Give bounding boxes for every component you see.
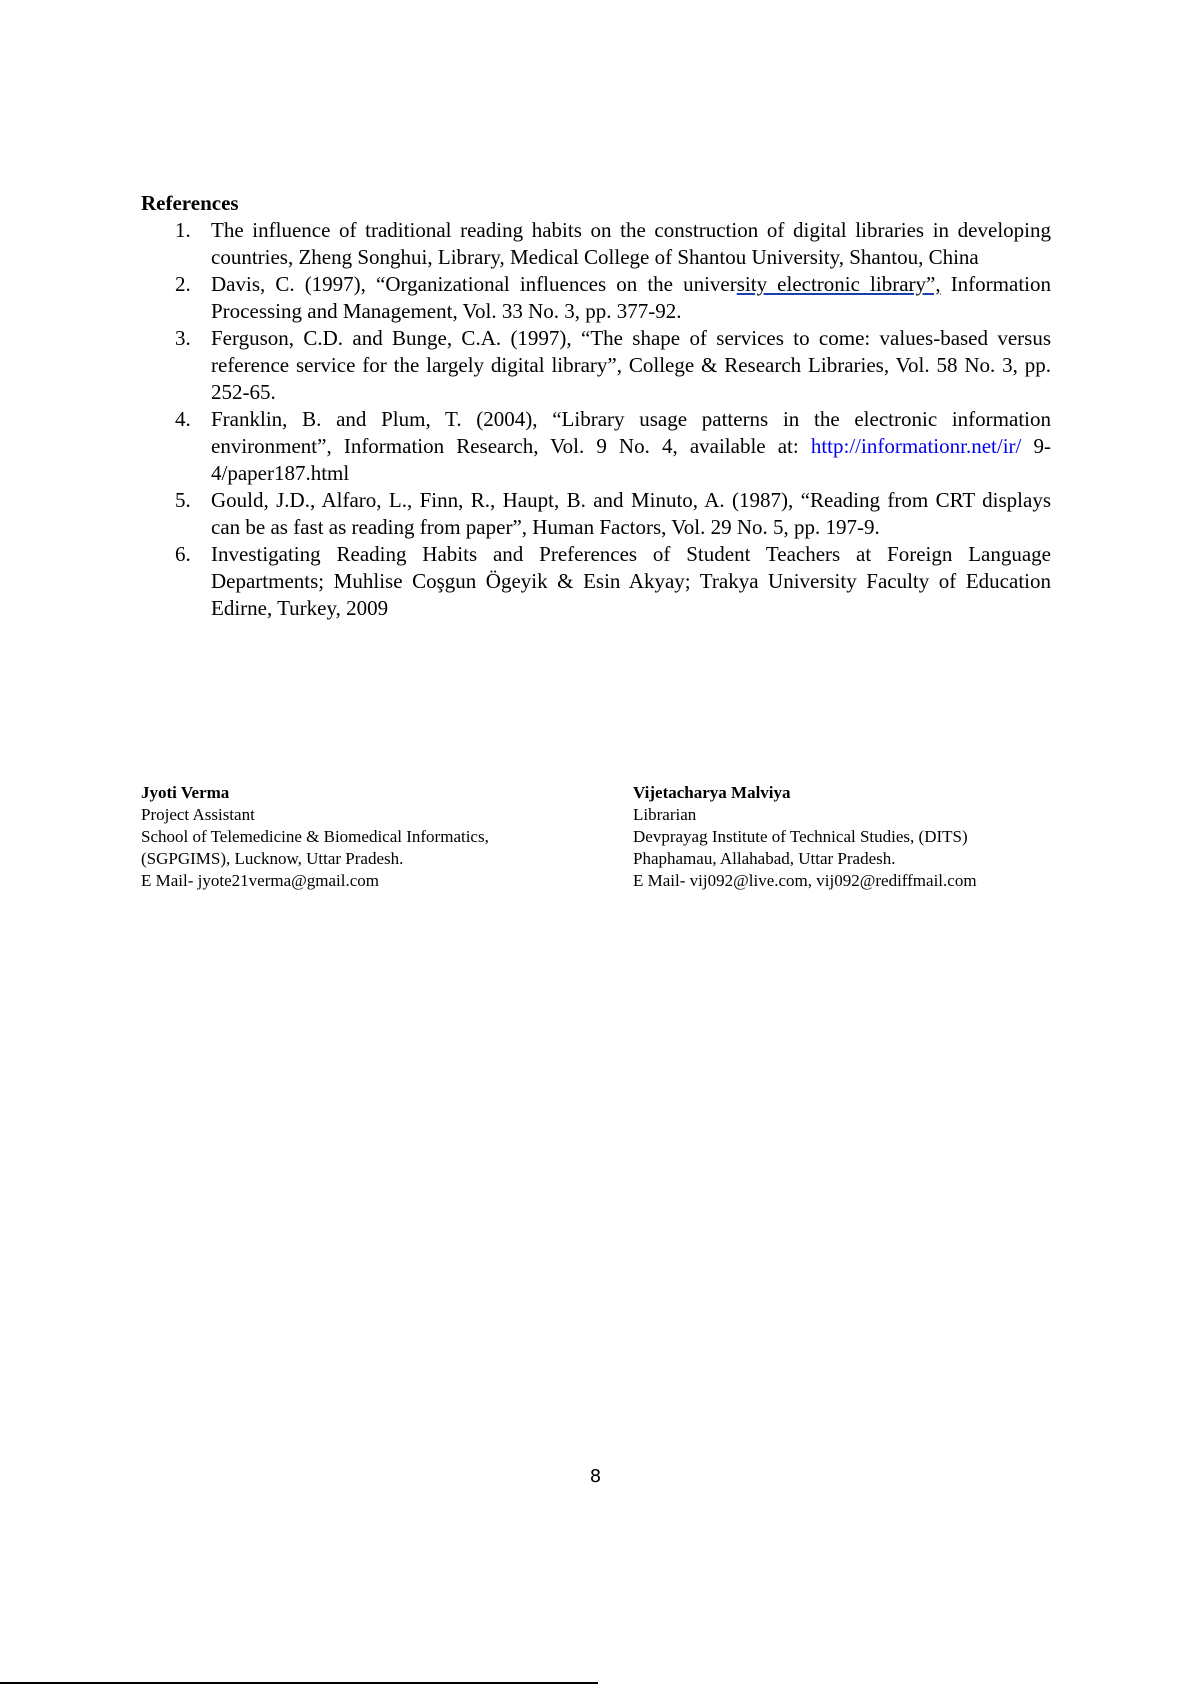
reference-text-continued: 9-4/paper187.html	[211, 434, 1051, 485]
references-heading: References	[141, 191, 239, 215]
reference-text: Ferguson, C.D. and Bunge, C.A. (1997), “The shape of services to come: values-based versus reference service for the largely digital library”, College & Research Libraries, Vol. 58 No. 3, pp. 252-65.	[211, 326, 1051, 404]
footer-divider	[0, 1682, 598, 1684]
author-title: Project Assistant	[141, 805, 255, 824]
reference-number: 6.	[175, 542, 191, 566]
page-number: 8	[589, 1466, 602, 1487]
reference-item	[141, 487, 1051, 541]
reference-number: 4.	[175, 407, 191, 431]
author-block-left	[141, 782, 601, 892]
reference-number: 3.	[175, 326, 191, 350]
reference-underlined-text: sity electronic library”,	[736, 272, 941, 296]
author-affiliation-line1: Devprayag Institute of Technical Studies, (DITS)	[633, 827, 968, 846]
reference-link[interactable]: http://informationr.net/ir/	[810, 434, 1022, 458]
author-block-right	[633, 782, 1153, 892]
author-affiliation-line2: (SGPGIMS), Lucknow, Uttar Pradesh.	[141, 849, 404, 868]
reference-item	[141, 541, 1051, 622]
author-title: Librarian	[633, 805, 697, 824]
reference-text: Gould, J.D., Alfaro, L., Finn, R., Haupt, B. and Minuto, A. (1987), “Reading from CRT displays can be as fast as reading from paper”, Human Factors, Vol. 29 No. 5, pp. 197-9.	[211, 488, 1051, 539]
reference-item	[141, 271, 1051, 325]
reference-number: 2.	[175, 272, 191, 296]
author-affiliation-line1: School of Telemedicine & Biomedical Informatics,	[141, 827, 489, 846]
author-affiliation-line2: Phaphamau, Allahabad, Uttar Pradesh.	[633, 849, 896, 868]
reference-text-continued: Information Processing and Management, Vol. 33 No. 3, pp. 377-92.	[211, 272, 1051, 323]
references-list	[141, 217, 1051, 622]
author-email: E Mail- jyote21verma@gmail.com	[141, 871, 380, 890]
author-name: Jyoti Verma	[141, 783, 230, 802]
reference-number: 1.	[175, 218, 191, 242]
author-name: Vijetacharya Malviya	[633, 783, 791, 802]
reference-item	[141, 217, 1051, 271]
author-email: E Mail- vij092@live.com, vij092@rediffmail.com	[633, 871, 977, 890]
reference-text: Investigating Reading Habits and Preferences of Student Teachers at Foreign Language Departments; Muhlise Coşgun Ögeyik & Esin Akyay; Trakya University Faculty of Education Edirne, Turkey, 2009	[211, 542, 1051, 620]
reference-number: 5.	[175, 488, 191, 512]
reference-text: The influence of traditional reading habits on the construction of digital libraries in developing countries, Zheng Songhui, Library, Medical College of Shantou University, Shantou, China	[211, 218, 1051, 269]
reference-text: Davis, C. (1997), “Organizational influences on the univer	[211, 272, 737, 296]
reference-item	[141, 325, 1051, 406]
reference-item	[141, 406, 1051, 487]
reference-text: Franklin, B. and Plum, T. (2004), “Library usage patterns in the electronic information environment”, Information Research, Vol. 9 No. 4, available at:	[211, 407, 1051, 458]
